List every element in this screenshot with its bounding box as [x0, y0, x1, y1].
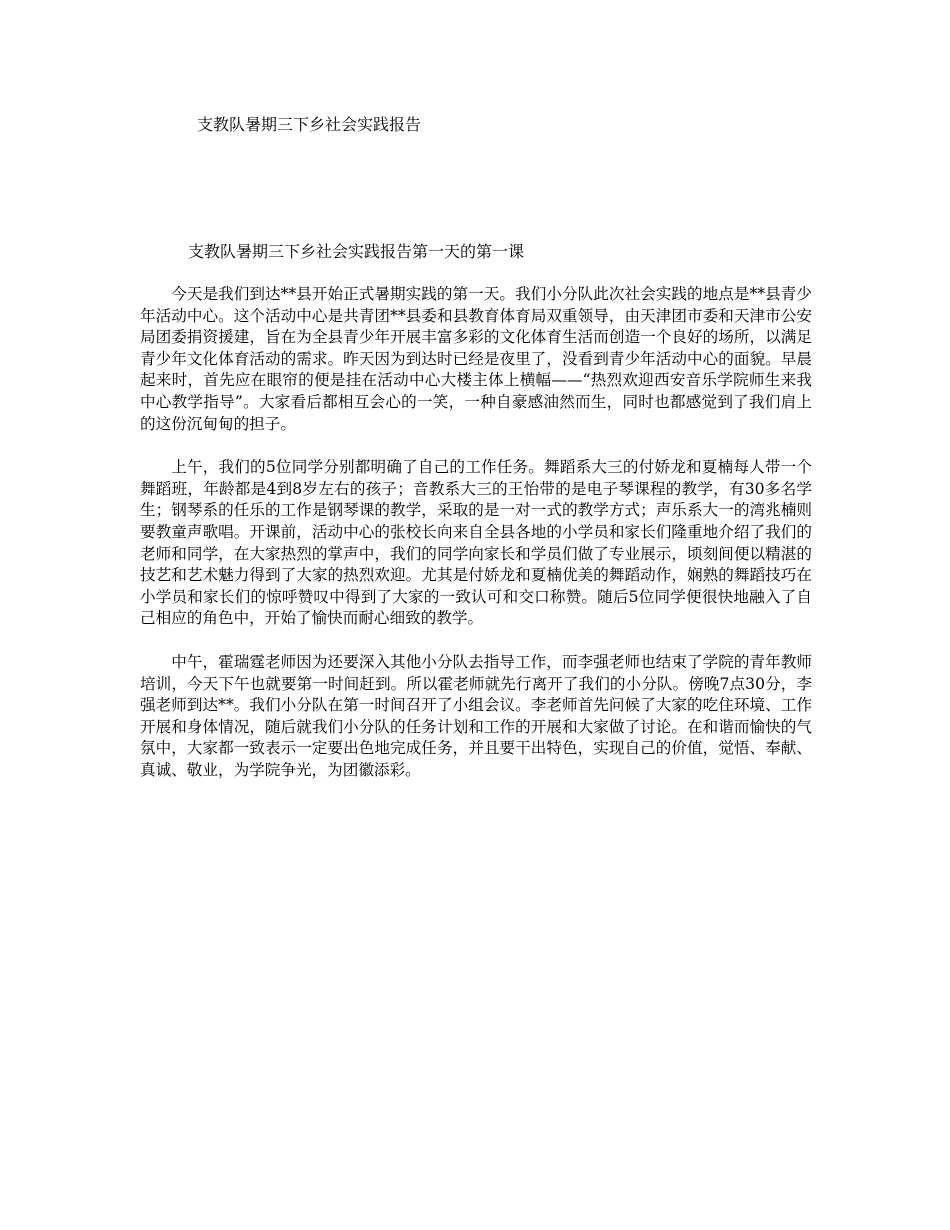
paragraph-3: 中午，霍瑞霆老师因为还要深入其他小分队去指导工作，而李强老师也结束了学院的青年教师培训，今天下午也就要第一时间赶到。所以霍老师就先行离开了我们的小分队。傍晚7点30分，李强老师到达**。我们小分队在第一时间召开了小组会议。李老师首先问候了大家的吃住环境、工作开展和身体情况，随后就我们小分队的任务计划和工作的开展和大家做了讨论。在和谐而愉快的气氛中，大家都一致表示一定要出色地完成任务，并且要干出特色，实现自己的价值，觉悟、奉献、真诚、敬业，为学院争光，为团徽添彩。 [140, 652, 812, 779]
section-title: 支教队暑期三下乡社会实践报告第一天的第一课 [188, 242, 525, 261]
document-body [140, 284, 812, 803]
paragraph-1: 今天是我们到达**县开始正式暑期实践的第一天。我们小分队此次社会实践的地点是**县青少年活动中心。这个活动中心是共青团**县委和县教育体育局双重领导，由天津团市委和天津市公安局团委捐资援建，旨在为全县青少年开展丰富多彩的文化体育生活而创造一个良好的场所，以满足青少年文化体育活动的需求。昨天因为到达时已经是夜里了，没看到青少年活动中心的面貌。早晨起来时，首先应在眼帘的便是挂在活动中心大楼主体上横幅——“热烈欢迎西安音乐学院师生来我中心教学指导”。大家看后都相互会心的一笑，一种自豪感油然而生，同时也都感觉到了我们肩上的这份沉甸甸的担子。 [140, 285, 812, 433]
document-title: 支教队暑期三下乡社会实践报告 [197, 115, 422, 134]
paragraph-2: 上午，我们的5位同学分别都明确了自己的工作任务。舞蹈系大三的付娇龙和夏楠每人带一个舞蹈班，年龄都是4到8岁左右的孩子；音教系大三的王怡带的是电子琴课程的教学，有30多名学生；钢琴系的任乐的工作是钢琴课的教学，采取的是一对一式的教学方式；声乐系大一的湾兆楠则要教童声歌唱。开课前，活动中心的张校长向来自全县各地的小学员和家长们隆重地介绍了我们的老师和同学，在大家热烈的掌声中，我们的同学向家长和学员们做了专业展示，顷刻间便以精湛的技艺和艺术魅力得到了大家的热烈欢迎。尤其是付娇龙和夏楠优美的舞蹈动作，娴熟的舞蹈技巧在小学员和家长们的惊呼赞叹中得到了大家的一致认可和交口称赞。随后5位同学便很快地融入了自己相应的角色中，开始了愉快而耐心细致的教学。 [140, 458, 812, 628]
